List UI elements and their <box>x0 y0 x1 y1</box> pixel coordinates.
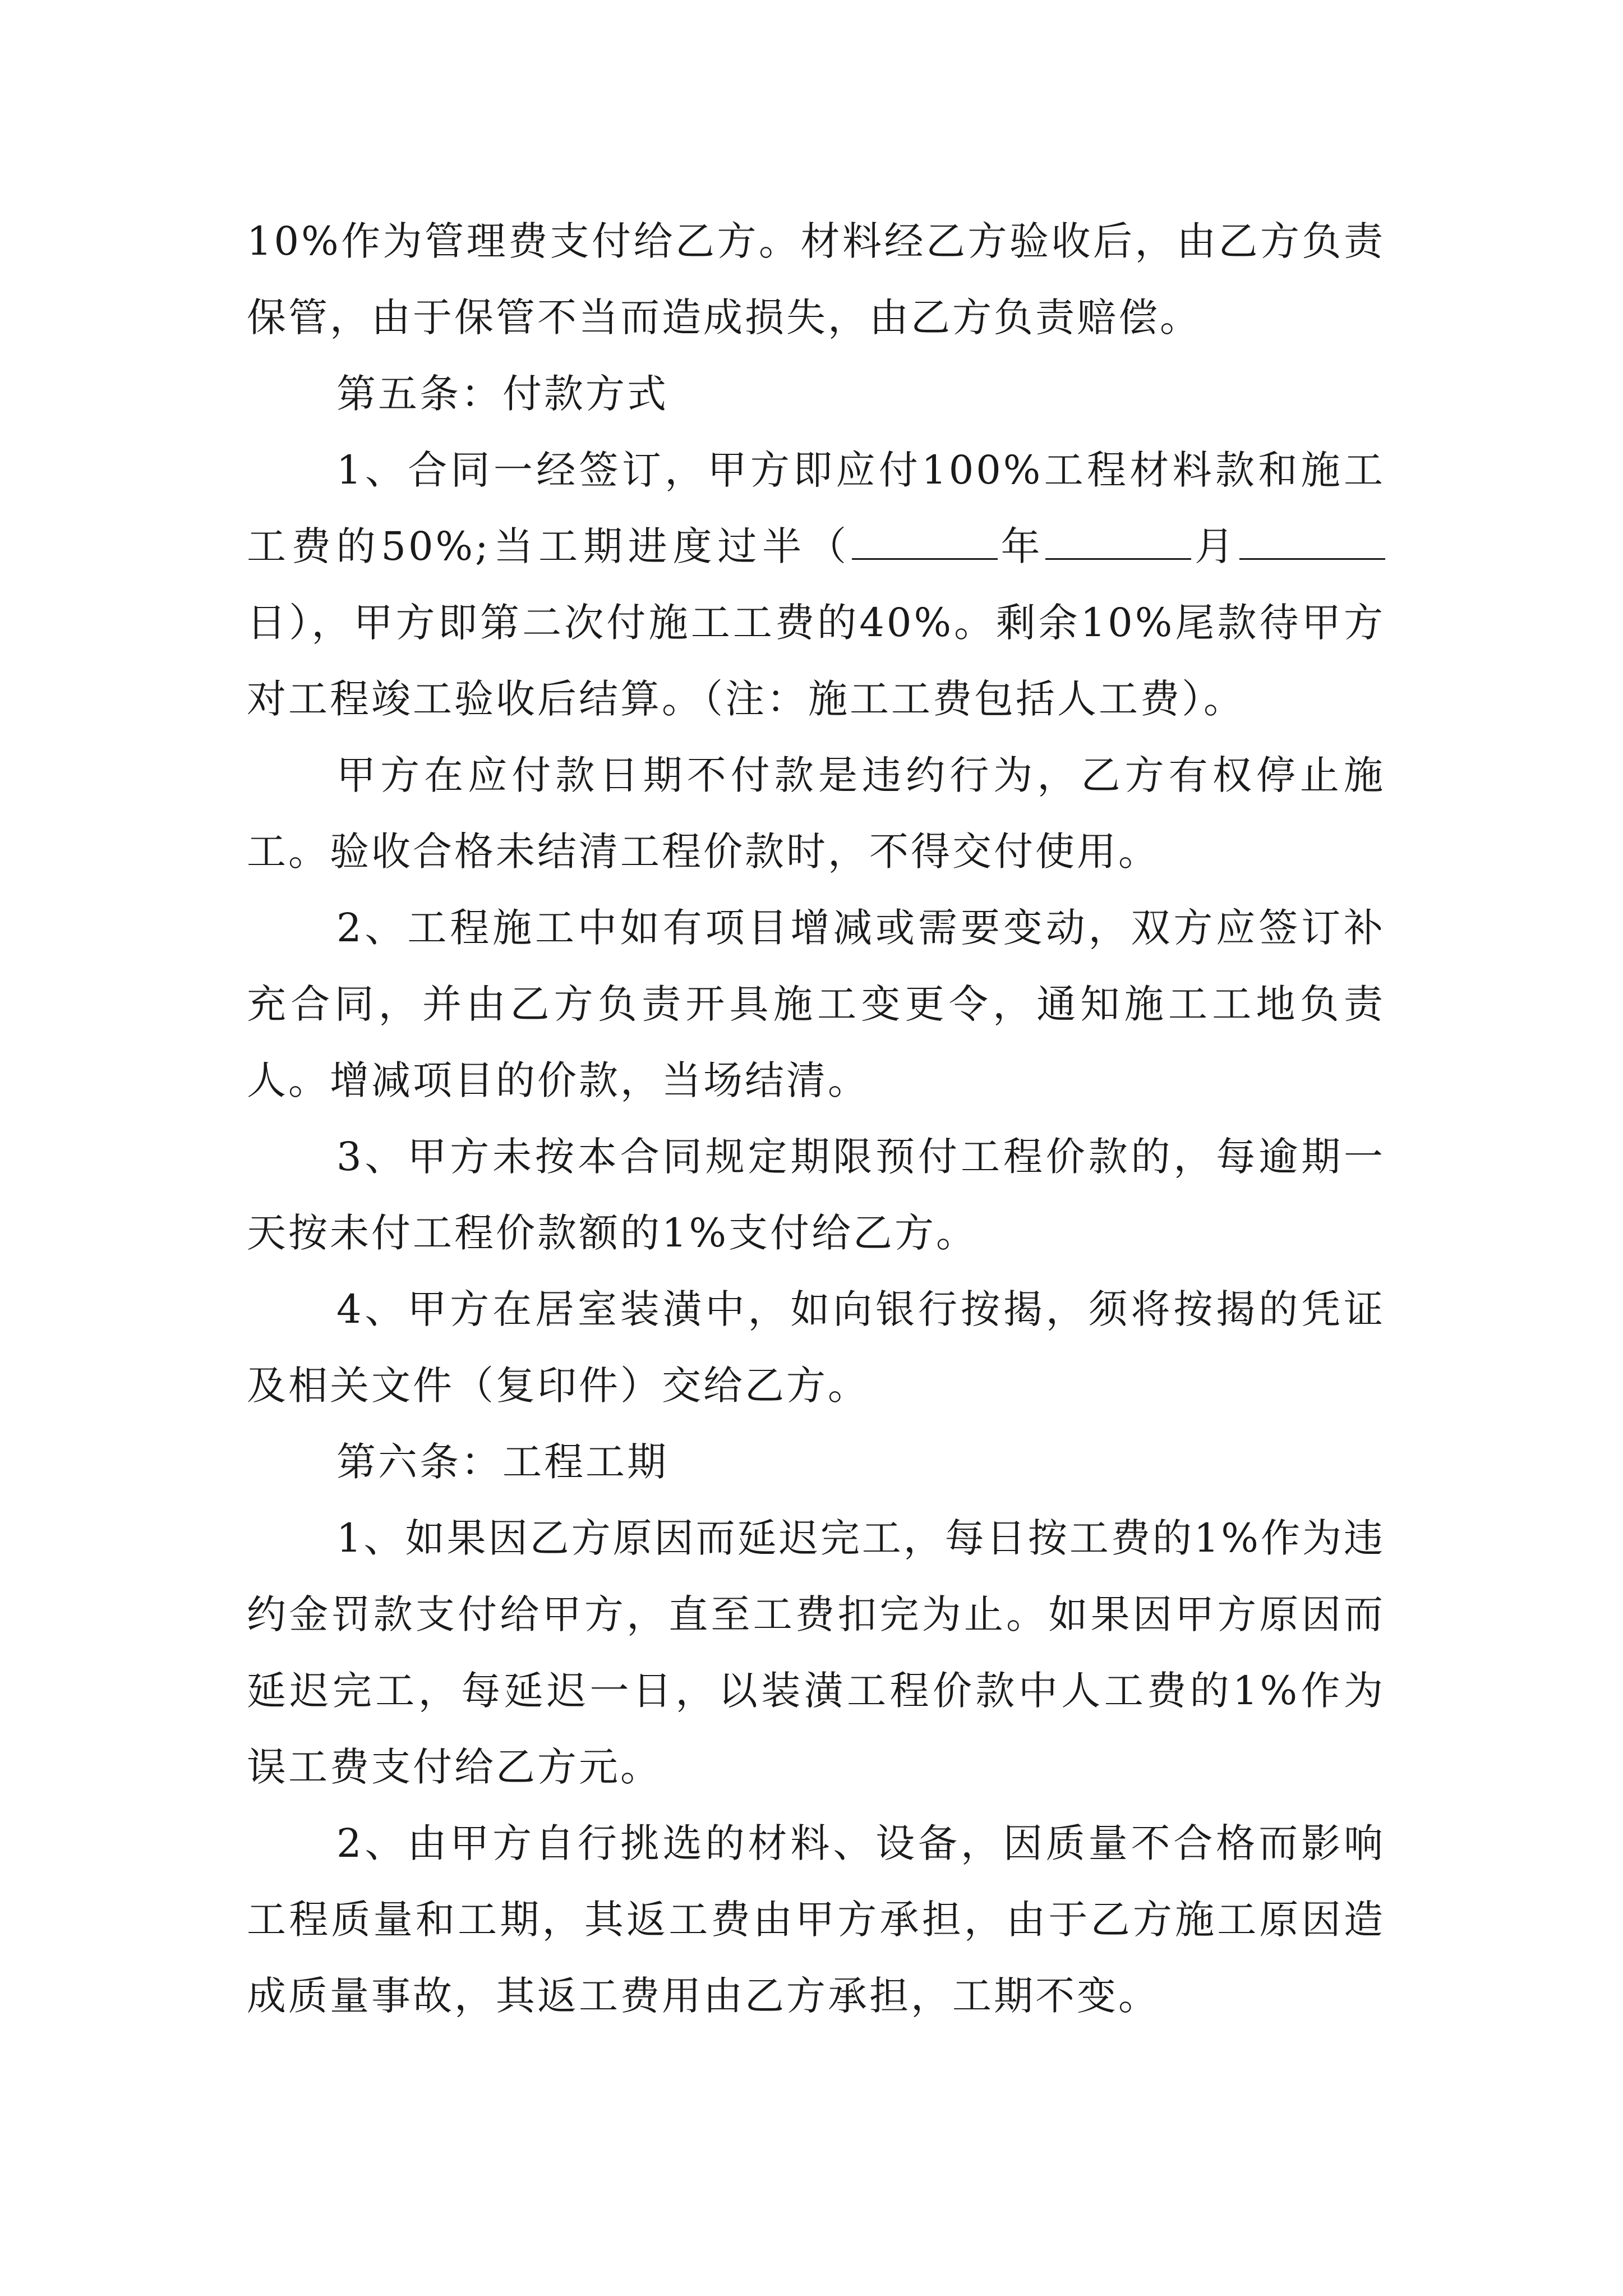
year-label: 年 <box>997 523 1046 569</box>
month-blank <box>1045 523 1191 560</box>
payment-text-start: 1、合同一经签订，甲方即应付100%工程材料款和施工工费的50%;当工期进度过半（ <box>247 447 1385 569</box>
paragraph-payment-schedule <box>247 432 1385 737</box>
paragraph-management-fee: 10%作为管理费支付给乙方。材料经乙方验收后，由乙方负责保管，由于保管不当而造成损失，由乙方负责赔偿。 <box>247 218 1385 341</box>
paragraph-material-quality: 2、由甲方自行挑选的材料、设备，因质量不合格而影响工程质量和工期，其返工费由甲方承担，由于乙方施工原因造成质量事故，其返工费用由乙方承担，工期不变。 <box>247 1820 1385 2019</box>
paragraph-mortgage: 4、甲方在居室装潢中，如向银行按揭，须将按揭的凭证及相关文件（复印件）交给乙方。 <box>247 1286 1385 1409</box>
article-5-heading: 第五条：付款方式 <box>336 371 668 417</box>
paragraph-delay-penalty: 1、如果因乙方原因而延迟完工，每日按工费的1%作为违约金罚款支付给甲方，直至工费扣完为止。如果因甲方原因而延迟完工，每延迟一日，以装潢工程价款中人工费的1%作为误工费支付给乙方元。 <box>247 1515 1385 1790</box>
year-blank <box>852 523 998 560</box>
paragraph-late-payment: 甲方在应付款日期不付款是违约行为，乙方有权停止施工。验收合格未结清工程价款时，不得交付使用。 <box>247 752 1385 875</box>
document-body <box>247 203 1385 2034</box>
paragraph-item-changes: 2、工程施工中如有项目增减或需要变动，双方应签订补充合同，并由乙方负责开具施工变更令，通知施工工地负责人。增减项目的价款，当场结清。 <box>247 905 1385 1103</box>
day-blank <box>1239 523 1385 560</box>
article-6-heading: 第六条：工程工期 <box>336 1439 668 1485</box>
month-label: 月 <box>1191 523 1240 569</box>
paragraph-overdue-penalty: 3、甲方未按本合同规定期限预付工程价款的，每逾期一天按未付工程价款额的1%支付给乙方。 <box>247 1134 1385 1256</box>
payment-text-end: 日），甲方即第二次付施工工费的40%。剩余10%尾款待甲方对工程竣工验收后结算。（注：施工工费包括人工费）。 <box>247 600 1385 722</box>
